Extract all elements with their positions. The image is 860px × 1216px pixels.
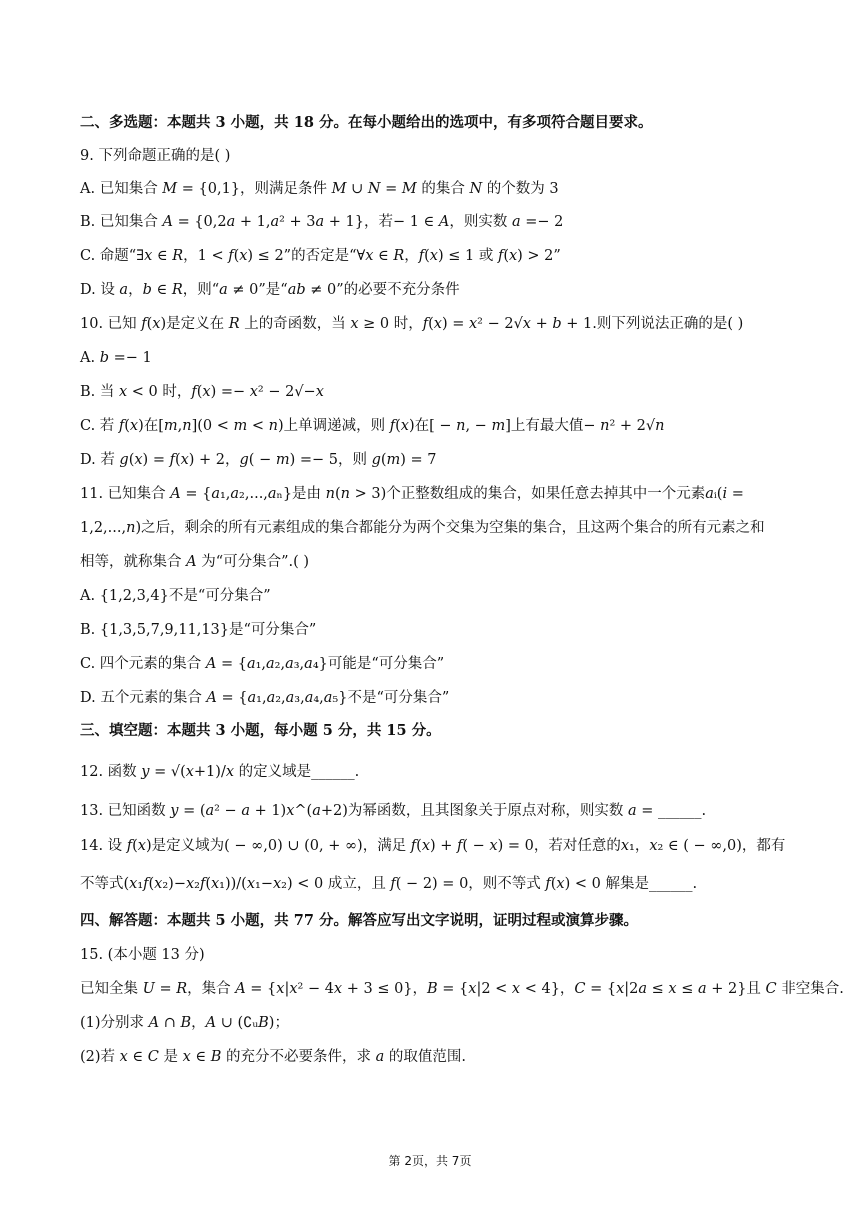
- section-heading: 二、多选题：本题共 3 小题，共 18 分。在每小题给出的选项中，有多项符合题目要求。: [80, 114, 653, 131]
- text-line: 10. 已知 𝑓(𝑥)是定义在 𝑅 上的奇函数，当 𝑥 ≥ 0 时，𝑓(𝑥) = 𝑥² − 2√𝑥 + 𝑏 + 1.则下列说法正确的是( ): [80, 316, 744, 332]
- text-line: C. 四个元素的集合 𝐴 = {𝑎₁,𝑎₂,𝑎₃,𝑎₄}可能是“可分集合”: [80, 656, 445, 672]
- text-line: 15. (本小题 13 分): [80, 947, 205, 963]
- text-line: 11. 已知集合 𝐴 = {𝑎₁,𝑎₂,...,𝑎ₙ}是由 𝑛(𝑛 > 3)个正整数组成的集合，如果任意去掉其中一个元素𝑎ᵢ(𝑖 =: [80, 486, 744, 502]
- text-line: A. 已知集合 𝑀 = {0,1}，则满足条件 𝑀 ∪ 𝑁 = 𝑀 的集合 𝑁 的个数为 3: [80, 181, 559, 197]
- text-line: 已知全集 𝑈 = 𝑅，集合 𝐴 = {𝑥|𝑥² − 4𝑥 + 3 ≤ 0}，𝐵 = {𝑥|2 < 𝑥 < 4}，𝐶 = {𝑥|2𝑎 ≤ 𝑥 ≤ 𝑎 + 2}且 𝐶 非空集合.: [80, 981, 844, 997]
- text-line: C. 若 𝑓(𝑥)在[𝑚,𝑛](0 < 𝑚 < 𝑛)上单调递减，则 𝑓(𝑥)在[ − 𝑛, − 𝑚]上有最大值− 𝑛² + 2√𝑛: [80, 418, 665, 434]
- text-line: (1)分别求 𝐴 ∩ 𝐵，𝐴 ∪ (∁ᵤ𝐵)；: [80, 1015, 289, 1031]
- text-line: 不等式(𝑥₁𝑓(𝑥₂)−𝑥₂𝑓(𝑥₁))/(𝑥₁−𝑥₂) < 0 成立，且 𝑓( − 2) = 0，则不等式 𝑓(𝑥) < 0 解集是______.: [80, 876, 698, 892]
- text-line: (2)若 𝑥 ∈ 𝐶 是 𝑥 ∈ 𝐵 的充分不必要条件，求 𝑎 的取值范围.: [80, 1049, 466, 1065]
- text-line: D. 若 𝑔(𝑥) = 𝑓(𝑥) + 2，𝑔( − 𝑚) =− 5，则 𝑔(𝑚) = 7: [80, 452, 437, 468]
- section-heading: 三、填空题：本题共 3 小题，每小题 5 分，共 15 分。: [80, 722, 441, 739]
- text-line: D. 设 𝑎，𝑏 ∈ 𝑅，则“𝑎 ≠ 0”是“𝑎𝑏 ≠ 0”的必要不充分条件: [80, 282, 460, 298]
- section-heading: 四、解答题：本题共 5 小题，共 77 分。解答应写出文字说明，证明过程或演算步骤。: [80, 912, 638, 929]
- text-line: B. 当 𝑥 < 0 时，𝑓(𝑥) =− 𝑥² − 2√−𝑥: [80, 384, 324, 400]
- text-line: 12. 函数 𝑦 = √(𝑥+1)/𝑥 的定义域是______.: [80, 764, 360, 780]
- text-line: B. 已知集合 𝐴 = {0,2𝑎 + 1,𝑎² + 3𝑎 + 1}，若− 1 ∈ 𝐴，则实数 𝑎 =− 2: [80, 214, 564, 230]
- text-line: 13. 已知函数 𝑦 = (𝑎² − 𝑎 + 1)𝑥^(𝑎+2)为幂函数，且其图象关于原点对称，则实数 𝑎 = ______.: [80, 803, 707, 819]
- text-line: B. {1,3,5,7,9,11,13}是“可分集合”: [80, 622, 317, 638]
- text-line: 相等，就称集合 𝐴 为“可分集合”.( ): [80, 554, 310, 570]
- page-footer: 第 2页，共 7页: [388, 1154, 472, 1168]
- text-line: A. 𝑏 =− 1: [80, 350, 152, 366]
- text-line: 9. 下列命题正确的是( ): [80, 148, 231, 164]
- text-line: 14. 设 𝑓(𝑥)是定义域为( − ∞,0) ∪ (0, + ∞)，满足 𝑓(𝑥) + 𝑓( − 𝑥) = 0，若对任意的𝑥₁，𝑥₂ ∈ ( − ∞,0)，都有: [80, 838, 786, 854]
- text-line: A. {1,2,3,4}不是“可分集合”: [80, 588, 271, 604]
- text-line: 1,2,...,𝑛)之后，剩余的所有元素组成的集合都能分为两个交集为空集的集合，且这两个集合的所有元素之和: [80, 520, 765, 536]
- text-line: D. 五个元素的集合 𝐴 = {𝑎₁,𝑎₂,𝑎₃,𝑎₄,𝑎₅}不是“可分集合”: [80, 690, 450, 706]
- text-line: C. 命题“∃𝑥 ∈ 𝑅，1 < 𝑓(𝑥) ≤ 2”的否定是“∀𝑥 ∈ 𝑅，𝑓(𝑥) ≤ 1 或 𝑓(𝑥) > 2”: [80, 248, 561, 264]
